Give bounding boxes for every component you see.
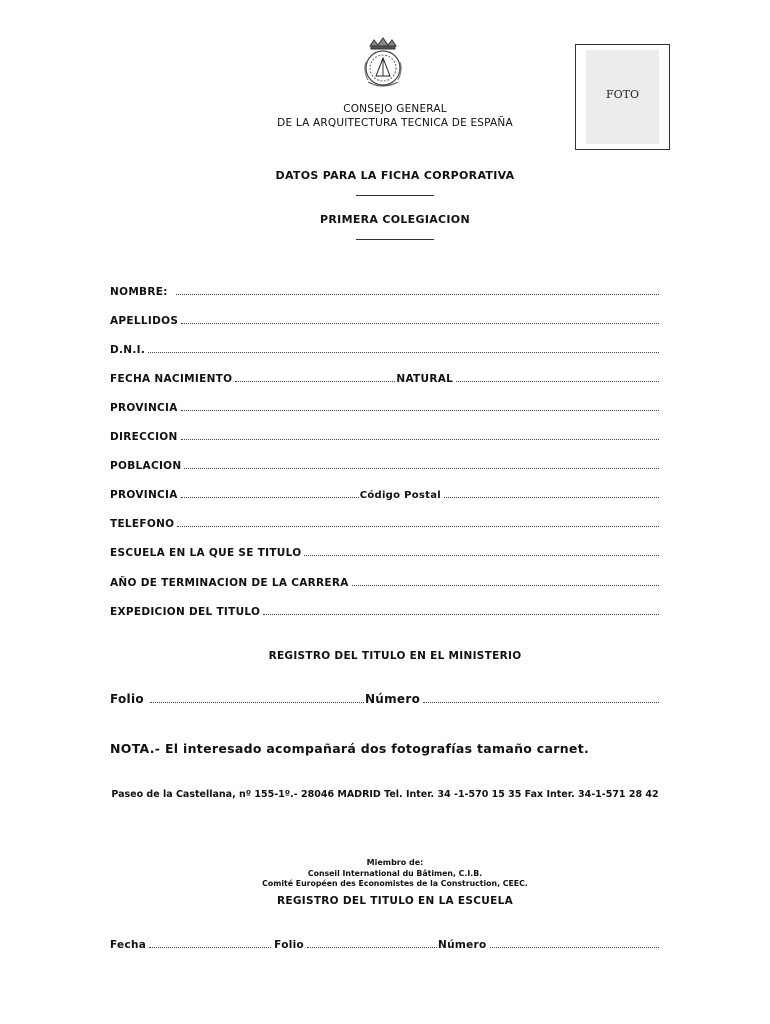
- field-label: ESCUELA EN LA QUE SE TITULO: [110, 547, 302, 559]
- subtitle-underline: [356, 239, 434, 240]
- numero-line[interactable]: [490, 947, 659, 948]
- nota-text: NOTA.- El interesado acompañará dos fotografías tamaño carnet.: [110, 741, 590, 756]
- field-line[interactable]: [181, 410, 659, 411]
- field-label: DIRECCION: [110, 431, 178, 443]
- school-heading: REGISTRO DEL TITULO EN LA ESCUELA: [276, 895, 513, 907]
- field-line[interactable]: [235, 381, 395, 382]
- folio-label: Folio: [110, 692, 144, 706]
- field-poblacion[interactable]: [110, 458, 660, 472]
- fecha-label: Fecha: [110, 939, 147, 951]
- field-provincia-2[interactable]: [110, 487, 660, 501]
- folio-label: Folio: [274, 939, 305, 951]
- address-line: Paseo de la Castellana, nº 155-1º.- 28046 MADRID Tel. Inter. 34 -1-570 15 35 Fax Inter. 34-1-571 28 42: [111, 789, 659, 800]
- folio-line[interactable]: [150, 702, 364, 703]
- field-label: AÑO DE TERMINACION DE LA CARRERA: [110, 577, 349, 589]
- field-label: FECHA NACIMIENTO: [110, 373, 233, 385]
- field-line[interactable]: [352, 585, 659, 586]
- photo-label: FOTO: [605, 87, 639, 101]
- member-of: [200, 858, 590, 890]
- member-line1: Miembro de:: [366, 858, 424, 867]
- field-line[interactable]: [184, 468, 659, 469]
- field-fecha-nacimiento[interactable]: [110, 371, 660, 385]
- member-line3: Comité Européen des Economistes de la Construction, CEEC.: [262, 879, 528, 888]
- form-title: DATOS PARA LA FICHA CORPORATIVA: [275, 169, 515, 182]
- ministry-folio-numero-row[interactable]: [110, 692, 660, 706]
- field-label: POBLACION: [110, 460, 182, 472]
- field-label: APELLIDOS: [110, 315, 179, 327]
- field-line[interactable]: [181, 323, 659, 324]
- fecha-line[interactable]: [149, 947, 271, 948]
- photo-box[interactable]: [575, 44, 670, 150]
- field-label: TELEFONO: [110, 518, 175, 530]
- numero-line[interactable]: [423, 702, 659, 703]
- field-apellidos[interactable]: [110, 313, 660, 327]
- field-label: EXPEDICION DEL TITULO: [110, 606, 261, 618]
- field-label-natural: NATURAL: [396, 373, 454, 385]
- field-dni[interactable]: [110, 342, 660, 356]
- folio-line[interactable]: [307, 947, 437, 948]
- field-line[interactable]: [181, 497, 359, 498]
- school-fecha-folio-numero-row[interactable]: [110, 937, 660, 951]
- photo-area: [586, 50, 659, 144]
- field-line[interactable]: [456, 381, 659, 382]
- org-name-line2: DE LA ARQUITECTURA TECNICA DE ESPAÑA: [277, 117, 513, 129]
- field-line[interactable]: [304, 555, 659, 556]
- title-underline: [356, 195, 434, 196]
- field-line[interactable]: [444, 497, 659, 498]
- crest-logo: [360, 36, 406, 90]
- form-subtitle: PRIMERA COLEGIACION: [320, 213, 470, 226]
- field-nombre[interactable]: [110, 284, 660, 298]
- field-label: PROVINCIA: [110, 402, 178, 414]
- numero-label: Número: [364, 692, 421, 706]
- field-ano-terminacion[interactable]: [110, 575, 660, 589]
- field-line[interactable]: [181, 439, 659, 440]
- field-label: NOMBRE:: [110, 286, 168, 298]
- field-expedicion[interactable]: [110, 604, 660, 618]
- field-line[interactable]: [177, 526, 659, 527]
- field-direccion[interactable]: [110, 429, 660, 443]
- field-escuela[interactable]: [110, 545, 660, 559]
- field-line[interactable]: [148, 352, 659, 353]
- numero-label: Número: [438, 939, 487, 951]
- member-line2: Conseil International du Bâtimen, C.I.B.: [307, 868, 483, 878]
- field-provincia[interactable]: [110, 400, 660, 414]
- field-line[interactable]: [263, 614, 659, 615]
- field-line[interactable]: [176, 294, 659, 295]
- field-label-codigo-postal: Código Postal: [359, 490, 441, 501]
- field-label: PROVINCIA: [110, 489, 178, 501]
- ministry-heading: REGISTRO DEL TITULO EN EL MINISTERIO: [268, 650, 522, 662]
- field-label: D.N.I.: [110, 344, 146, 356]
- field-telefono[interactable]: [110, 516, 660, 530]
- org-name-line1: CONSEJO GENERAL: [343, 103, 447, 115]
